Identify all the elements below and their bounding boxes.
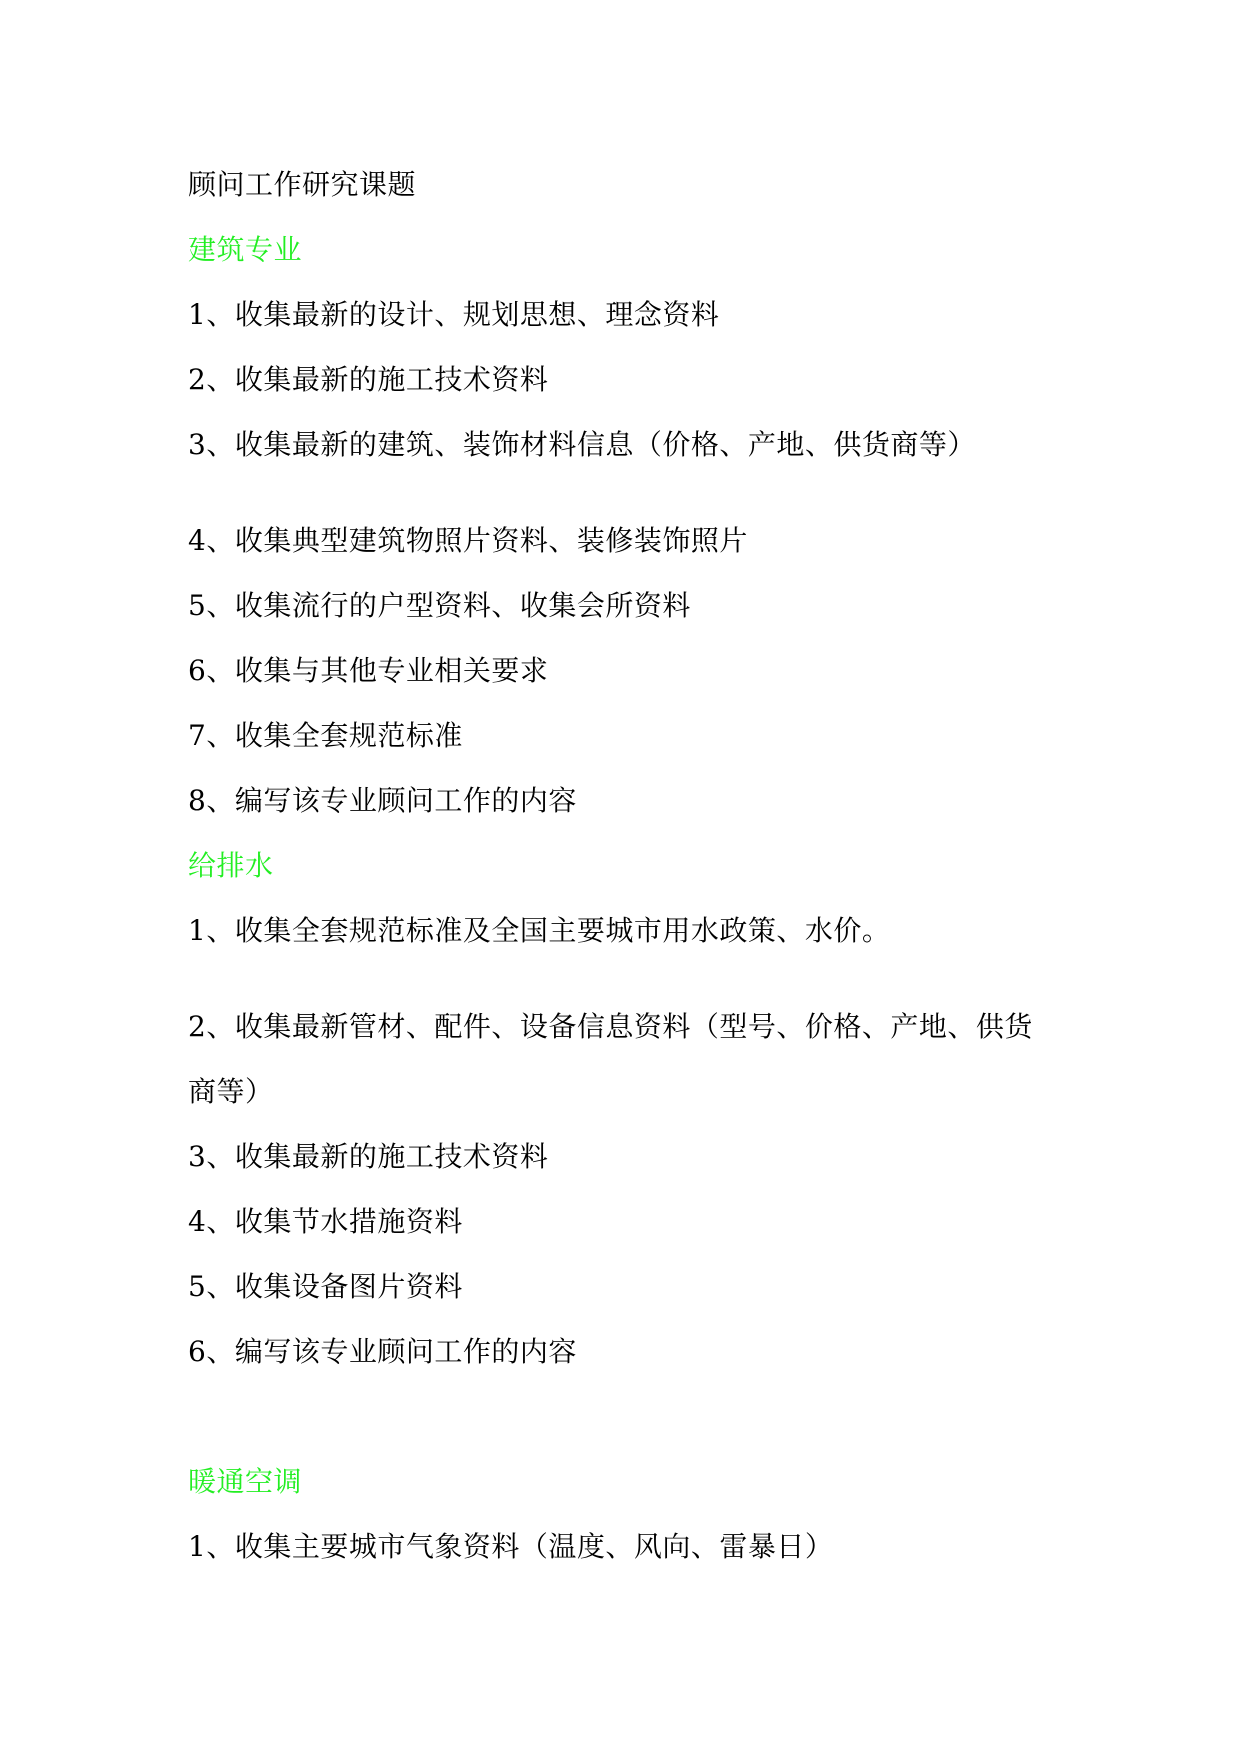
section-heading-water-supply-drainage: 给排水 [188, 849, 274, 882]
list-item: 1、收集最新的设计、规划思想、理念资料 [188, 298, 720, 331]
list-item: 2、收集最新的施工技术资料 [188, 363, 549, 396]
list-item-continuation: 商等） [188, 1075, 274, 1108]
list-item: 2、收集最新管材、配件、设备信息资料（型号、价格、产地、供货 [188, 1010, 1033, 1043]
list-item: 4、收集节水措施资料 [188, 1205, 463, 1238]
list-item: 6、收集与其他专业相关要求 [188, 654, 549, 687]
list-item: 1、收集全套规范标准及全国主要城市用水政策、水价。 [188, 914, 891, 947]
list-item: 7、收集全套规范标准 [188, 719, 463, 752]
section-heading-architecture: 建筑专业 [188, 233, 303, 266]
list-item: 1、收集主要城市气象资料（温度、风向、雷暴日） [188, 1530, 834, 1563]
list-item: 5、收集设备图片资料 [188, 1270, 463, 1303]
list-item: 3、收集最新的施工技术资料 [188, 1140, 549, 1173]
section-heading-hvac: 暖通空调 [188, 1465, 303, 1498]
document-title: 顾问工作研究课题 [188, 168, 417, 201]
list-item: 3、收集最新的建筑、装饰材料信息（价格、产地、供货商等） [188, 428, 976, 461]
list-item: 5、收集流行的户型资料、收集会所资料 [188, 589, 691, 622]
list-item: 8、编写该专业顾问工作的内容 [188, 784, 577, 817]
list-item: 6、编写该专业顾问工作的内容 [188, 1335, 577, 1368]
list-item: 4、收集典型建筑物照片资料、装修装饰照片 [188, 524, 748, 557]
